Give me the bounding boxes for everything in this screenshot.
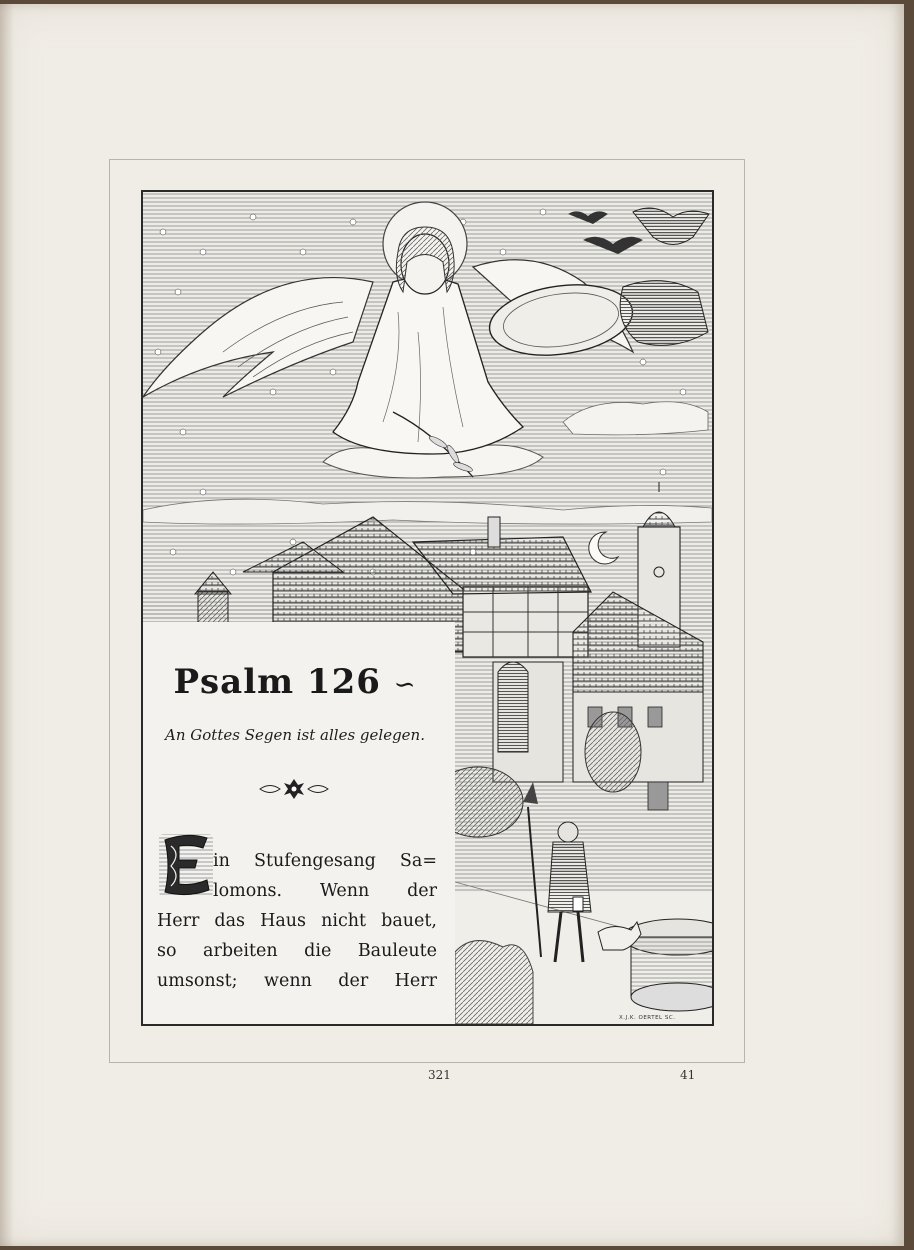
page-number: 321 [428, 1068, 451, 1082]
spine-shadow [0, 4, 14, 1246]
body-line-3: Herr das Haus nicht bauet, [157, 911, 437, 931]
engraver-signature: X.J.K. OERTEL SC. [619, 1015, 676, 1021]
engraving-plate [141, 190, 714, 1026]
body-line-1: in Stufengesang Sa= [213, 851, 437, 871]
title-swash-ornament: ∽ [393, 670, 417, 700]
body-line-4: so arbeiten die Bauleute [157, 941, 437, 961]
psalm-body-text [157, 846, 437, 996]
book-page [0, 4, 904, 1246]
body-line-5: umsonst; wenn der Herr [157, 971, 437, 991]
tree [585, 712, 641, 792]
body-line-2: lomons. Wenn der [213, 881, 437, 901]
fleeing-devil [620, 281, 708, 346]
sheet-number: 41 [680, 1068, 696, 1082]
fleuron-ornament [258, 778, 330, 800]
psalm-subtitle: An Gottes Segen ist alles gelegen. [165, 726, 425, 744]
psalm-title [143, 662, 447, 702]
psalm-title-text: Psalm 126 [173, 662, 381, 702]
